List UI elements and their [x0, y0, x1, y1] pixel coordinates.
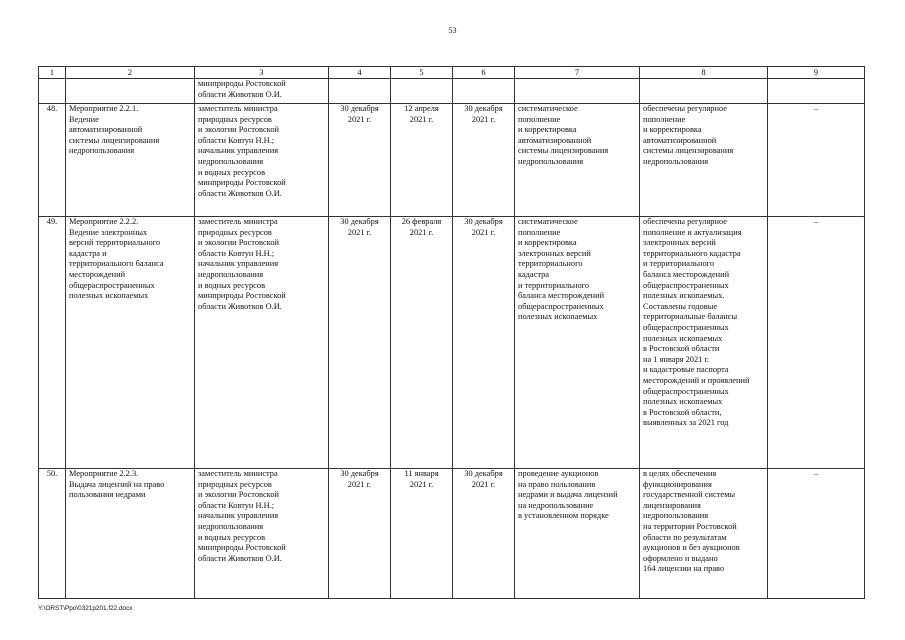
date-end-cell: 30 декабря 2021 г. [453, 104, 515, 217]
note-cell: – [768, 217, 865, 469]
responsible-cell: заместитель министра природных ресурсов и экологии Ростовской области Ковтун Н.Н.; начальник управления недропользования и водных ресурсов минприроды Ростовской области Животков О.И. [195, 104, 329, 217]
expected-result-cell: систематическое пополнение и корректировка автоматизированной системы лицензирования недропользования [515, 104, 640, 217]
row-number: 48. [39, 104, 66, 217]
date-end-cell: 30 декабря 2021 г. [453, 469, 515, 599]
row-number: 50. [39, 469, 66, 599]
date-plan-cell: 30 декабря 2021 г. [329, 217, 391, 469]
header-cell: 5 [391, 67, 453, 79]
table-row [39, 104, 865, 217]
footer-file-path: Y:\ORST\Ppo\0321p201.f22.docx [38, 605, 133, 612]
responsible-cell: заместитель министра природных ресурсов и экологии Ростовской области Ковтун Н.Н.; начальник управления недропользования и водных ресурсов минприроды Ростовской области Животков О.И. [195, 469, 329, 599]
responsible-cell: заместитель министра природных ресурсов и экологии Ростовской области Ковтун Н.Н.; начальник управления недропользования и водных ресурсов минприроды Ростовской области Животков О.И. [195, 217, 329, 469]
event-cell: Мероприятие 2.2.2. Ведение электронных версий территориального кадастра и территориального баланса месторождений общераспространенных полезных ископаемых [66, 217, 195, 469]
date-plan-cell: 30 декабря 2021 г. [329, 104, 391, 217]
event-cell: Мероприятие 2.2.3. Выдача лицензий на право пользования недрами [66, 469, 195, 599]
margin-mark: · [862, 215, 864, 221]
expected-result-cell: систематическое пополнение и корректировка электронных версий территориального кадастра и территориального баланса месторождений общераспространенных полезных ископаемых [515, 217, 640, 469]
header-cell: 1 [39, 67, 66, 79]
actual-result-cell: обеспечены регулярное пополнение и актуализация электронных версий территориального кадастра и территориального баланса месторождений общераспространенных полезных ископаемых. Составлены годовые территориальные балансы общераспространенных полезных ископаемых в Ростовской области на 1 января 2021 г. и кадастровые паспорта месторождений и проявлений общераспространенных полезных ископаемых в Ростовской области, выявленных за 2021 год [640, 217, 768, 469]
header-cell: 7 [515, 67, 640, 79]
continuation-row [39, 79, 865, 104]
activities-table [38, 66, 865, 599]
date-start-cell: 12 апреля 2021 г. [391, 104, 453, 217]
note-cell: – [768, 469, 865, 599]
header-cell: 8 [640, 67, 768, 79]
header-cell: 4 [329, 67, 391, 79]
table-row [39, 217, 865, 469]
header-row [39, 67, 865, 79]
continuation-responsible: минприроды Ростовской области Животков О.И. [195, 79, 329, 104]
row-number: 49. [39, 217, 66, 469]
header-cell: 6 [453, 67, 515, 79]
date-end-cell: 30 декабря 2021 г. [453, 217, 515, 469]
header-cell: 3 [195, 67, 329, 79]
note-cell: – [768, 104, 865, 217]
table-row [39, 469, 865, 599]
actual-result-cell: в целях обеспечения функционирования государственной системы лицензирования недропользования на территории Ростовской области по результатам аукционов и без аукционов оформлено и выдано 164 лицензии на право [640, 469, 768, 599]
date-plan-cell: 30 декабря 2021 г. [329, 469, 391, 599]
page-number: 53 [448, 26, 457, 35]
actual-result-cell: обеспечены регулярное пополнение и корректировка автоматизированной системы лицензирования недропользования [640, 104, 768, 217]
event-cell: Мероприятие 2.2.1. Ведение автоматизированной системы лицензирования недропользования [66, 104, 195, 217]
date-start-cell: 26 февраля 2021 г. [391, 217, 453, 469]
expected-result-cell: проведение аукционов на право пользования недрами и выдача лицензий на недропользование в установленном порядке [515, 469, 640, 599]
header-cell: 9 [768, 67, 865, 79]
date-start-cell: 11 января 2021 г. [391, 469, 453, 599]
header-cell: 2 [66, 67, 195, 79]
